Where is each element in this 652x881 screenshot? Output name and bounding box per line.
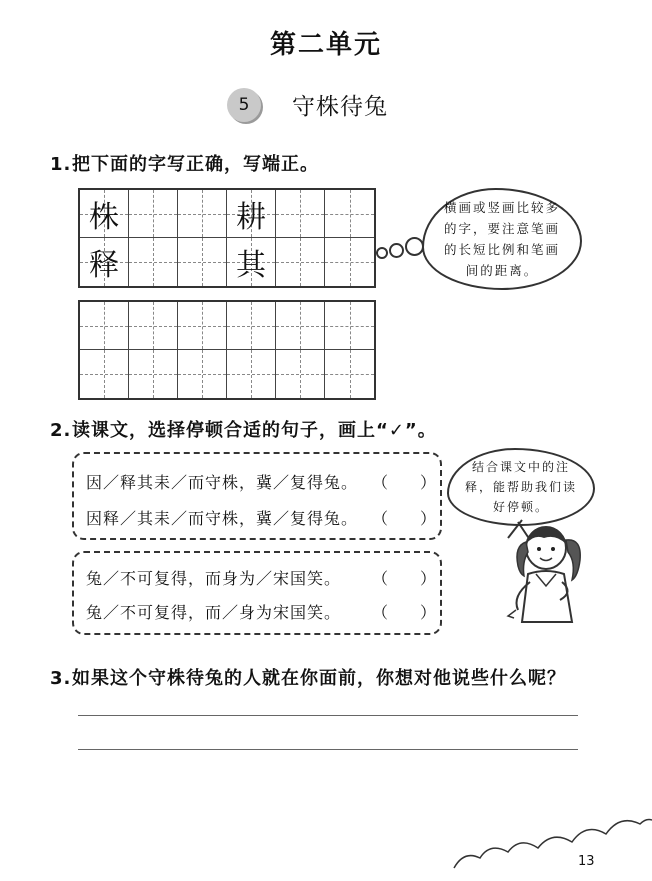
grid-cell [178, 190, 227, 238]
option-2b-paren-open: （ [372, 603, 390, 622]
reading-tip-text: 结合课文中的注释，能帮助我们读好停顿。 [464, 460, 577, 514]
grid-cell[interactable] [276, 302, 325, 350]
grid-cell [276, 238, 325, 286]
grid-cell[interactable] [129, 350, 178, 398]
page-number: 13 [578, 854, 595, 869]
question-3-number: 3. [50, 668, 72, 689]
unit-title: 第二单元 [269, 30, 382, 60]
grid-character: 耕 [236, 199, 266, 235]
option-1a-text: 因／释其耒／而守株，冀／复得兔。 [86, 473, 359, 492]
grid-cell [80, 238, 129, 286]
grid-cell [325, 238, 374, 286]
grid-character: 释 [89, 248, 119, 283]
option-2b-text: 兔／不可复得，而／身为宋国笑。 [86, 603, 342, 622]
writing-grid-1 [78, 188, 376, 288]
option-2b-check-box[interactable] [392, 600, 422, 622]
grid-cell[interactable] [227, 350, 276, 398]
grid-cell[interactable] [80, 350, 129, 398]
option-1b-text: 因释／其耒／而守株，冀／复得兔。 [86, 509, 359, 528]
answer-line-1[interactable] [78, 715, 578, 716]
decorative-clouds-icon [450, 808, 652, 881]
grid-cell[interactable] [276, 350, 325, 398]
reading-tip-cloud [447, 448, 595, 526]
grid-cell [276, 190, 325, 238]
question-3-prompt: 如果这个守株待兔的人就在你面前，你想对他说些什么呢？ [72, 668, 566, 689]
question-3-heading [50, 664, 566, 690]
question-2-number: 2. [50, 420, 72, 441]
grid-cell[interactable] [178, 350, 227, 398]
option-2a-paren-close: ） [420, 569, 438, 588]
grid-cell [227, 238, 276, 286]
option-2a-check-box[interactable] [392, 566, 422, 588]
grid-cell[interactable] [325, 350, 374, 398]
grid-cell [325, 190, 374, 238]
option-1b-paren-open: （ [372, 509, 390, 528]
grid-cell [129, 238, 178, 286]
grid-character: 株 [89, 199, 119, 235]
grid-cell[interactable] [80, 302, 129, 350]
thought-dot-medium [389, 243, 404, 258]
writing-tip-cloud [422, 188, 582, 290]
question-1-heading [50, 150, 319, 176]
option-1a-check-box[interactable] [392, 470, 422, 492]
option-1a-paren-close: ） [420, 473, 438, 492]
option-1b-check-box[interactable] [392, 506, 422, 528]
lesson-number-badge: 5 [227, 88, 261, 122]
grid-cell [129, 190, 178, 238]
grid-cell[interactable] [178, 302, 227, 350]
thought-dot-small [376, 247, 388, 259]
grid-cell[interactable] [325, 302, 374, 350]
writing-grid-2[interactable] [78, 300, 376, 400]
question-1-prompt: 把下面的字写正确，写端正。 [72, 154, 319, 175]
option-1b-paren-close: ） [420, 509, 438, 528]
grid-character: 其 [236, 248, 266, 283]
option-1a-paren-open: （ [372, 473, 390, 492]
girl-illustration-icon [500, 518, 595, 628]
option-2a-text: 兔／不可复得，而身为／宋国笑。 [86, 569, 342, 588]
option-2b-paren-close: ） [420, 603, 438, 622]
answer-line-2[interactable] [78, 749, 578, 750]
grid-cell [178, 238, 227, 286]
question-2-heading [50, 416, 437, 442]
writing-tip-text: 横画或竖画比较多的字，要注意笔画的长短比例和笔画间的距离。 [443, 200, 560, 278]
grid-cell[interactable] [129, 302, 178, 350]
question-2-prompt: 读课文，选择停顿合适的句子，画上“✓”。 [72, 420, 437, 441]
question-1-number: 1. [50, 154, 72, 175]
grid-cell [80, 190, 129, 238]
option-2a-paren-open: （ [372, 569, 390, 588]
grid-cell[interactable] [227, 302, 276, 350]
grid-cell [227, 190, 276, 238]
lesson-title: 守株待兔 [292, 94, 388, 120]
